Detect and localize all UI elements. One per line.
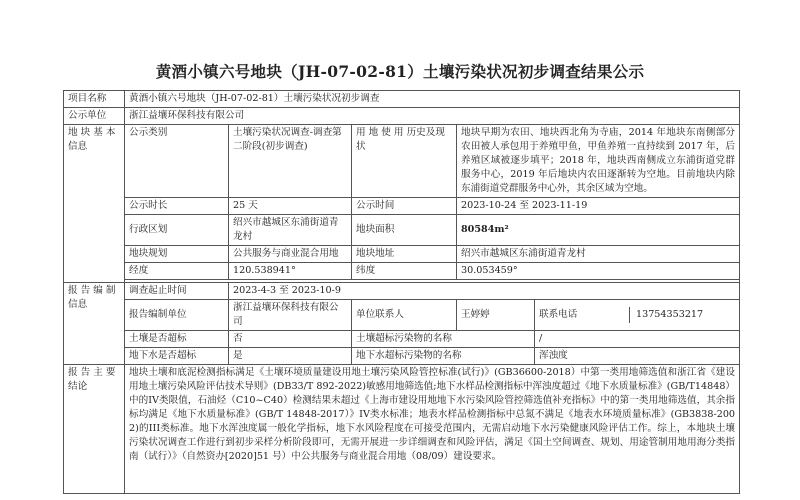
admin-value: 绍兴市越城区东浦街道青龙村	[229, 215, 352, 246]
table-row	[64, 283, 740, 300]
soil-exceed-value: 否	[229, 331, 352, 348]
category-label: 公示类别	[125, 125, 229, 198]
category-value: 土壤污染状况调查-调查第二阶段(初步调查)	[229, 125, 352, 198]
address-value: 绍兴市越城区东浦街道青龙村	[457, 246, 740, 263]
water-pollutant-value: 浑浊度	[535, 348, 740, 365]
report-period-label: 调查起止时间	[125, 283, 229, 300]
report-info-label: 报 告 编 制 信息	[64, 283, 125, 365]
soil-pollutant-value: /	[535, 331, 740, 348]
soil-pollutant-label: 土壤超标污染物的名称	[352, 331, 535, 348]
table-row	[64, 246, 740, 263]
page-title: 黄酒小镇六号地块（JH-07-02-81）土壤污染状况初步调查结果公示	[155, 62, 645, 81]
water-exceed-label: 地下水是否超标	[125, 348, 229, 365]
conclusion-label: 报 告 主 要 结论	[64, 365, 125, 494]
planning-value: 公共服务与商业混合用地	[229, 246, 352, 263]
soil-exceed-label: 土壤是否超标	[125, 331, 229, 348]
publisher-label: 公示单位	[64, 108, 125, 125]
table-row	[64, 198, 740, 215]
pub-time-value: 2023-10-24 至 2023-11-19	[457, 198, 740, 215]
latitude-label: 纬度	[352, 263, 457, 280]
area-value: 80584m²	[457, 215, 740, 246]
planning-label: 地块规划	[125, 246, 229, 263]
period-value: 25 天	[229, 198, 352, 215]
table-row	[64, 215, 740, 246]
history-value: 地块早期为农田、地块西北角为寺庙，2014 年地块东南侧部分农田被人承包用于养殖甲鱼，甲鱼养殖一直持续到 2017 年，后养殖区域被逐步填平；2018 年，地块西南侧成立东浦街道党群服务中心，2019 年后地块内农田逐渐转为空地。目前地块内除东浦街道党群服务中心外，其余区域为空地。	[457, 125, 740, 198]
period-label: 公示时长	[125, 198, 229, 215]
site-info-label: 地 块 基 本 信息	[64, 125, 125, 283]
history-label: 用 地 使 用 历史及现状	[352, 125, 457, 198]
latitude-value: 30.053459°	[457, 263, 740, 280]
notice-table	[63, 90, 740, 494]
area-label: 地块面积	[352, 215, 457, 246]
table-row	[64, 91, 740, 108]
admin-label: 行政区划	[125, 215, 229, 246]
table-row	[64, 300, 740, 331]
table-row	[64, 263, 740, 280]
report-unit-label: 报告编制单位	[125, 300, 229, 331]
report-period-value: 2023-4-3 至 2023-10-9	[229, 283, 740, 300]
address-label: 地块地址	[352, 246, 457, 263]
table-row	[64, 125, 740, 198]
conclusion-value: 地块土壤和底泥检测指标满足《土壤环境质量建设用地土壤污染风险管控标准(试行)》(GB36600-2018）中第一类用地筛选值和浙江省《建设用地土壤污染风险评估技术导则》(DB33/T 892-2022)敏感用地筛选值;地下水样品检测指标中浑浊度超过《地下水质量标准》(GB/T14848）中的IV类限值，石油烃（C10~C40）检测结果未超过《上海市建设用地地下水污染风险管控筛选值补充指标》中的第一类用地筛选值，其余指标均满足《地下水质量标准》(GB/T 14848-2017）》IV类水标准；地表水样品检测指标中总氮不满足《地表水环境质量标准》(GB3838-2002)的III类标准。地下水浑浊度属一般化学指标，地下水风险程度在可接受范围内，无需启动地下水污染健康风险评估工作。综上，本地块土壤污染状况调查工作进行到初步采样分析阶段即可，无需开展进一步详细调查和风险评估，满足《国土空间调查、规划、用途管制用地用海分类指南（试行）》（自然资办[2020]51 号）中公共服务与商业混合用地（08/09）建设要求。	[125, 365, 740, 494]
report-unit-value: 浙江益壤环保科技有限公司	[229, 300, 352, 331]
table-row	[64, 348, 740, 365]
phone-label: 联系电话	[535, 307, 630, 323]
table-row	[64, 108, 740, 125]
contact-label: 单位联系人	[352, 300, 457, 331]
contact-value: 王婷婷	[457, 300, 535, 331]
pub-time-label: 公示时间	[352, 198, 457, 215]
project-name-label: 项目名称	[64, 91, 125, 108]
table-row	[64, 331, 740, 348]
table-row	[64, 365, 740, 494]
publisher-value: 浙江益壤环保科技有限公司	[125, 108, 740, 125]
water-exceed-value: 是	[229, 348, 352, 365]
phone-value: 13754353217	[636, 309, 704, 320]
longitude-label: 经度	[125, 263, 229, 280]
project-name-value: 黄酒小镇六号地块（JH-07-02-81）土壤污染状况初步调查	[125, 91, 740, 108]
longitude-value: 120.538941°	[229, 263, 352, 280]
water-pollutant-label: 地下水超标污染物的名称	[352, 348, 535, 365]
